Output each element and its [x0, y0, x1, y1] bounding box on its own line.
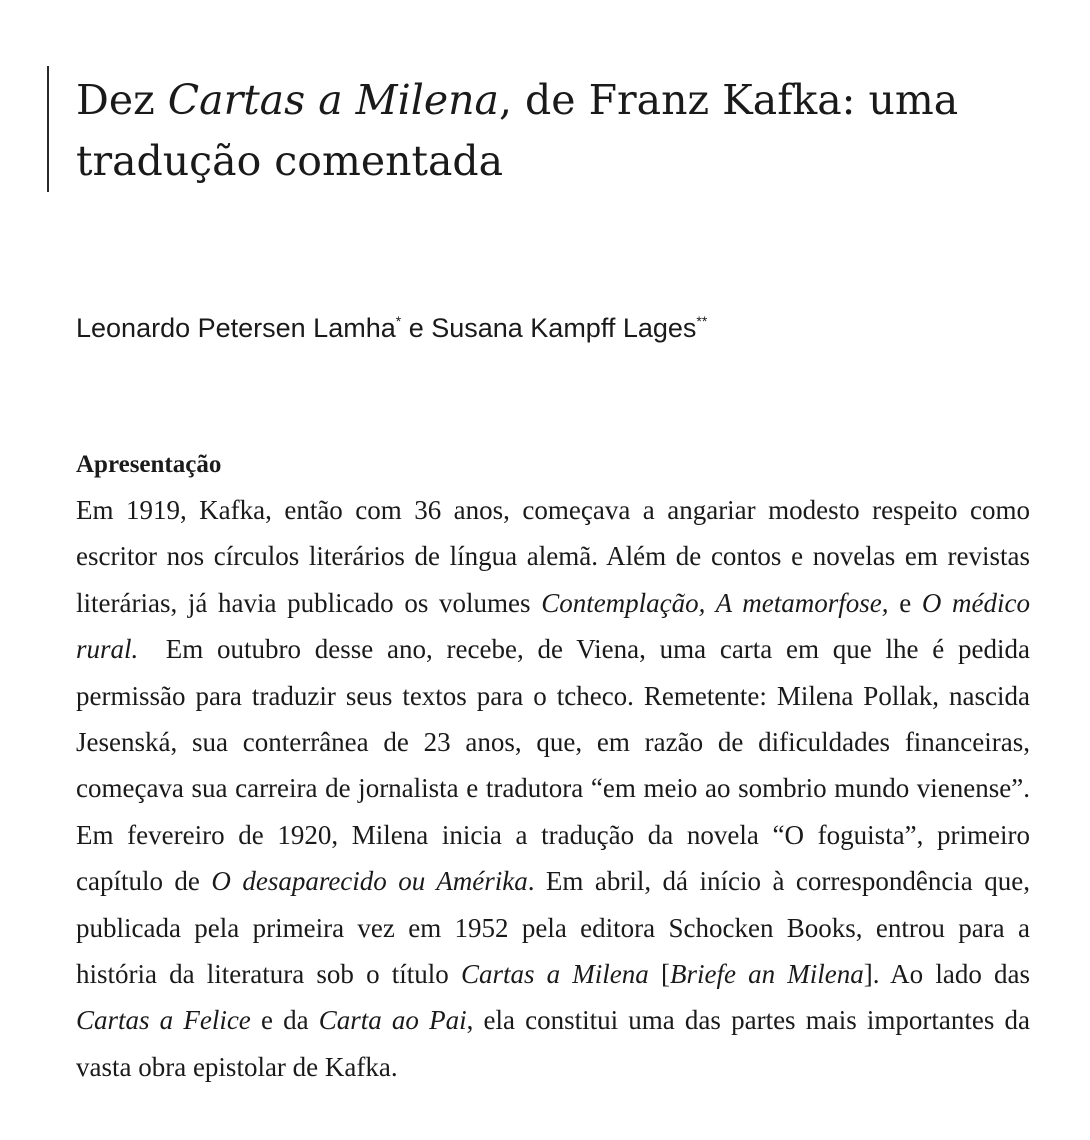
paragraph-italic-text: Cartas a Felice — [76, 1005, 251, 1036]
paragraph-text: Em 1919, Kafka, então com 36 anos, começava a angariar modesto respeito como escritor nos círculos literários de língua alemã. Além de contos e novelas em revistas literárias, já havia publicado os volumes — [76, 495, 1030, 618]
paragraph-italic-text: O desaparecido ou Amérika — [211, 866, 528, 897]
paragraph-text: , ela constitui uma das partes mais importantes da vasta obra epistolar de Kafka. — [76, 1005, 1030, 1082]
author-name-1: Leonardo Petersen Lamha — [76, 313, 396, 343]
paragraph-italic-text: Carta ao Pai — [318, 1005, 467, 1036]
paragraph-text: e — [888, 587, 922, 618]
paragraph-text: ]. Ao lado das — [863, 959, 1030, 990]
paragraph-text: e da — [250, 1005, 319, 1036]
paragraph-text: Em outubro desse ano, recebe, de Viena, uma carta em que lhe é pedida permissão para traduzir seus textos para o tcheco. Remetente: Milena Pollak, nascida Jesenská, sua conterrânea de 23 anos, que, em razão de dificuldades financeiras, começava sua carreira de jornalista e tradutora “em meio ao sombrio mundo vienense”. Em fevereiro de 1920, Milena inicia a tradução da novela “O foguista”, primeiro capítulo de — [76, 634, 1037, 897]
author-name-2: Susana Kampff Lages — [431, 313, 697, 343]
paragraph-italic-text: Contemplação, A metamorfose, — [541, 587, 889, 618]
section-heading: Apresentação — [76, 451, 222, 478]
paragraph-text: . Em abril, dá início à correspondência que, publicada pela primeira vez em 1952 pela editora Schocken Books, entrou para a história da literatura sob o título — [76, 866, 1030, 990]
title-text-start: Dez — [76, 76, 168, 124]
paragraph-italic-text: Briefe an Milena — [669, 959, 864, 990]
article-title — [76, 70, 1056, 192]
author-separator: e — [401, 313, 432, 343]
title-text-end: , de Franz Kafka: uma tradução comentada — [76, 76, 959, 185]
body-paragraph — [76, 487, 1037, 1090]
author-footnote-mark-1: * — [395, 313, 402, 329]
paragraph-text: [ — [648, 959, 670, 990]
author-line — [76, 308, 707, 348]
title-italic-work: Cartas a Milena — [167, 76, 499, 124]
author-footnote-mark-2: ** — [696, 313, 708, 329]
paragraph-italic-text: Cartas a Milena — [460, 959, 649, 990]
paragraph-italic-text: O médico rural. — [76, 587, 1031, 665]
title-margin-rule — [47, 66, 49, 192]
